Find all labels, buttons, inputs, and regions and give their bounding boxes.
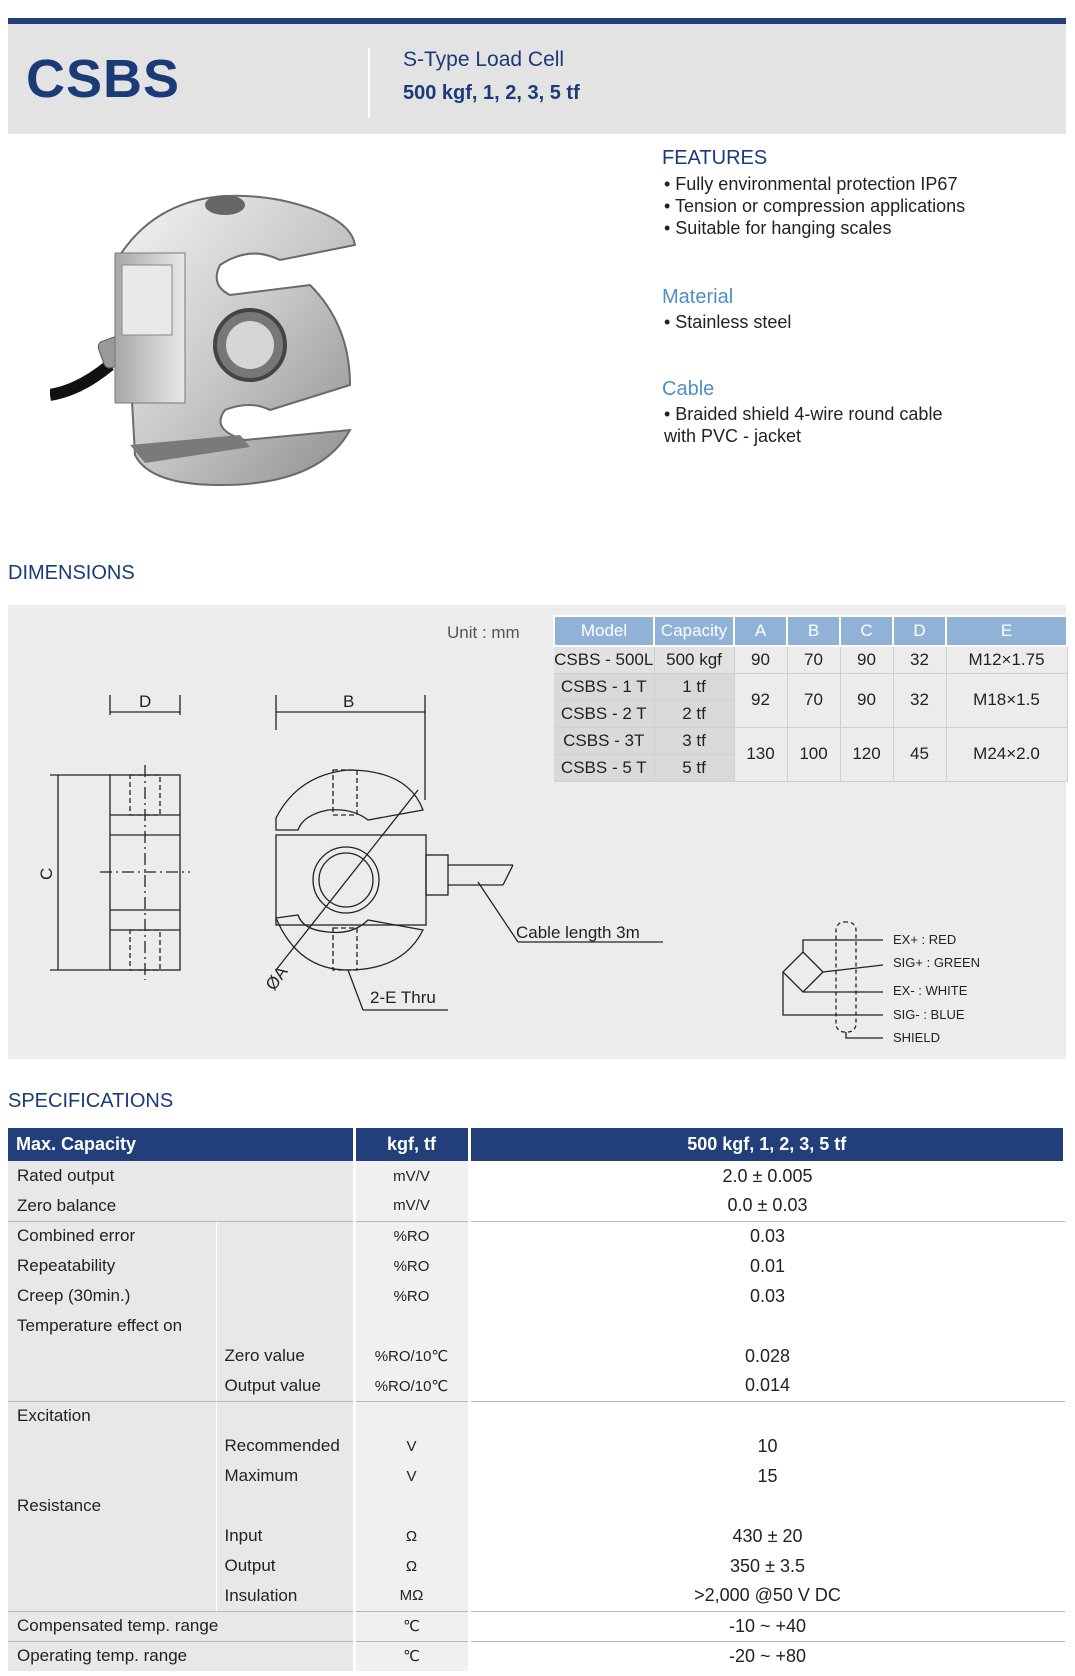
spec-unit (354, 1311, 469, 1341)
model-cell: CSBS - 1 T (554, 673, 654, 700)
spec-row (8, 1341, 1065, 1371)
spec-value: 10 (757, 1435, 778, 1456)
spec-unit: ℃ (354, 1611, 469, 1641)
spec-label: Repeatability (8, 1251, 216, 1281)
dim-a-cell: 90 (734, 646, 787, 673)
dim-b-cell: 100 (787, 727, 840, 781)
spec-row (8, 1491, 1065, 1521)
dim-b-cell: 70 (787, 673, 840, 727)
dim-d-cell: 32 (893, 646, 946, 673)
capacity-cell: 3 tf (654, 727, 734, 754)
load-cell-photo (50, 185, 370, 495)
col-header: Capacity (654, 616, 734, 646)
spec-value: 2.0 ± 0.005 (722, 1165, 813, 1186)
spec-label: Temperature effect on (8, 1311, 216, 1341)
product-type: S-Type Load Cell (403, 48, 565, 71)
dim-a-cell: 92 (734, 673, 787, 727)
model-cell: CSBS - 500L (554, 646, 654, 673)
col-header: A (734, 616, 787, 646)
spec-unit: %RO (354, 1281, 469, 1311)
features-heading: FEATURES (662, 147, 768, 169)
spec-row (8, 1401, 1065, 1431)
feature-item: • Fully environmental protection IP67 (664, 174, 958, 194)
spec-value: 0.028 (744, 1345, 791, 1366)
col-header: Model (554, 616, 654, 646)
spec-label (8, 1581, 216, 1611)
spec-value (469, 1401, 1065, 1431)
dim-e-cell: M18×1.5 (946, 673, 1067, 727)
spec-row (8, 1431, 1065, 1461)
model-cell: CSBS - 5 T (554, 754, 654, 781)
spec-col-header: Max. Capacity (8, 1128, 354, 1161)
dimensions-heading: DIMENSIONS (8, 562, 135, 584)
wire-label: EX+ : RED (893, 932, 957, 947)
dim-label-d: D (139, 692, 152, 711)
col-header: B (787, 616, 840, 646)
spec-sub (216, 1401, 354, 1431)
unit-label: Unit : mm (447, 623, 520, 642)
specifications-table (8, 1128, 1066, 1671)
spec-value: -10 ~ +40 (469, 1611, 1065, 1641)
spec-header-row (8, 1128, 1065, 1161)
dimension-drawing (8, 640, 1066, 1050)
spec-value: 0.03 (749, 1285, 786, 1306)
spec-sub: Zero value (216, 1341, 354, 1371)
capacity-cell: 500 kgf (654, 646, 734, 673)
spec-value: 15 (757, 1465, 778, 1486)
spec-row (8, 1551, 1065, 1581)
dim-a-cell: 130 (734, 727, 787, 781)
spec-label: Resistance (8, 1491, 216, 1521)
material-heading: Material (662, 286, 734, 308)
spec-row (8, 1611, 1065, 1641)
spec-unit: Ω (354, 1521, 469, 1551)
spec-sub (216, 1491, 354, 1521)
model-cell: CSBS - 3T (554, 727, 654, 754)
dim-label-oa: ØA (261, 962, 292, 994)
spec-unit (354, 1491, 469, 1521)
spec-unit: Ω (354, 1551, 469, 1581)
spec-sub (216, 1221, 354, 1251)
spec-unit: mV/V (354, 1191, 469, 1221)
cable-length-label: Cable length 3m (516, 923, 640, 942)
spec-unit: V (354, 1431, 469, 1461)
dim-label-b: B (343, 692, 355, 711)
col-header: D (893, 616, 946, 646)
dim-c-cell: 90 (840, 646, 893, 673)
spec-row (8, 1641, 1065, 1671)
spec-sub (216, 1281, 354, 1311)
spec-value: 0.03 (749, 1225, 786, 1246)
spec-row (8, 1371, 1065, 1401)
spec-sub: Recommended (216, 1431, 354, 1461)
spec-row (8, 1161, 1065, 1191)
spec-unit: %RO (354, 1221, 469, 1251)
material-item: • Stainless steel (664, 312, 792, 332)
dim-label-c: C (37, 867, 56, 880)
spec-row (8, 1521, 1065, 1551)
spec-row (8, 1221, 1065, 1251)
cable-item: • Braided shield 4-wire round cable (664, 404, 943, 424)
product-capacities: 500 kgf, 1, 2, 3, 5 tf (403, 82, 580, 104)
model-cell: CSBS - 2 T (554, 700, 654, 727)
dim-e-cell: M12×1.75 (946, 646, 1067, 673)
spec-sub: Output value (216, 1371, 354, 1401)
spec-sub: Insulation (216, 1581, 354, 1611)
spec-sub (216, 1311, 354, 1341)
spec-value: >2,000 @50 V DC (469, 1581, 1065, 1611)
spec-unit (354, 1401, 469, 1431)
spec-sub: Output (216, 1551, 354, 1581)
spec-label: Zero balance (8, 1191, 354, 1221)
spec-row (8, 1251, 1065, 1281)
wire-label: EX- : WHITE (893, 983, 968, 998)
cable-list (664, 403, 942, 447)
spec-label: Creep (30min.) (8, 1281, 216, 1311)
capacity-cell: 2 tf (654, 700, 734, 727)
dim-c-cell: 120 (840, 727, 893, 781)
material-list (664, 311, 791, 333)
spec-value: 0.014 (469, 1371, 1065, 1401)
spec-unit: %RO (354, 1251, 469, 1281)
spec-sub (216, 1251, 354, 1281)
spec-label (8, 1521, 216, 1551)
capacity-cell: 5 tf (654, 754, 734, 781)
spec-sub: Maximum (216, 1461, 354, 1491)
dim-b-cell: 70 (787, 646, 840, 673)
spec-row (8, 1281, 1065, 1311)
page-title: CSBS (26, 49, 181, 109)
spec-label: Combined error (8, 1221, 216, 1251)
feature-item: • Tension or compression applications (664, 196, 966, 216)
spec-row (8, 1191, 1065, 1221)
spec-unit: MΩ (354, 1581, 469, 1611)
capacity-cell: 1 tf (654, 673, 734, 700)
spec-label: Rated output (8, 1161, 354, 1191)
dim-d-cell: 32 (893, 673, 946, 727)
feature-item: • Suitable for hanging scales (664, 218, 892, 238)
cable-item: with PVC - jacket (664, 426, 802, 446)
specifications-heading: SPECIFICATIONS (8, 1090, 174, 1112)
col-header: E (946, 616, 1067, 646)
spec-label (8, 1551, 216, 1581)
spec-label: Compensated temp. range (8, 1611, 354, 1641)
spec-label (8, 1431, 216, 1461)
cable-heading: Cable (662, 378, 715, 400)
spec-sub: Input (216, 1521, 354, 1551)
wire-label: SIG+ : GREEN (893, 955, 981, 970)
spec-unit: mV/V (354, 1161, 469, 1191)
spec-value: -20 ~ +80 (728, 1645, 807, 1666)
spec-value: 0.01 (749, 1255, 786, 1276)
spec-unit: V (354, 1461, 469, 1491)
spec-label (8, 1341, 216, 1371)
spec-col-header: kgf, tf (354, 1128, 469, 1161)
dim-d-cell: 45 (893, 727, 946, 781)
features-list (664, 173, 965, 239)
spec-unit: %RO/10℃ (354, 1371, 469, 1401)
spec-value (469, 1311, 1065, 1341)
spec-value: 0.0 ± 0.03 (469, 1191, 1065, 1221)
spec-unit: ℃ (354, 1641, 469, 1671)
dim-e-cell: M24×2.0 (946, 727, 1067, 781)
spec-value: 430 ± 20 (732, 1525, 803, 1546)
spec-row (8, 1461, 1065, 1491)
header-divider (368, 48, 370, 118)
col-header: C (840, 616, 893, 646)
spec-row (8, 1311, 1065, 1341)
spec-value: 350 ± 3.5 (730, 1555, 805, 1576)
wire-label: SIG- : BLUE (893, 1007, 965, 1022)
dim-c-cell: 90 (840, 673, 893, 727)
spec-label: Operating temp. range (8, 1641, 354, 1671)
spec-label: Excitation (8, 1401, 216, 1431)
spec-row (8, 1581, 1065, 1611)
spec-label (8, 1461, 216, 1491)
header-banner (8, 24, 1066, 134)
spec-label (8, 1371, 216, 1401)
spec-unit: %RO/10℃ (354, 1341, 469, 1371)
thru-label: 2-E Thru (370, 988, 436, 1007)
spec-col-header: 500 kgf, 1, 2, 3, 5 tf (469, 1128, 1065, 1161)
wire-label: SHIELD (893, 1030, 940, 1045)
spec-value (469, 1491, 1065, 1521)
